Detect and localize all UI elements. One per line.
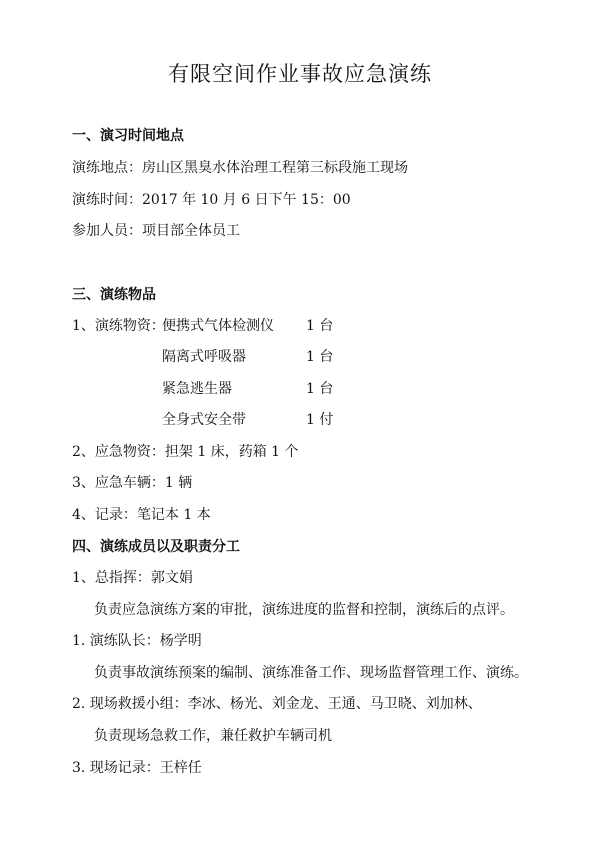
member-role: 2. 现场救援小组：李冰、杨光、刘金龙、王通、马卫晓、刘加林、 bbox=[72, 696, 482, 712]
section-heading-time-location: 一、演习时间地点 bbox=[72, 128, 184, 144]
member-role: 1、总指挥：郭文娟 bbox=[72, 570, 193, 586]
material-qty: 1 付 bbox=[306, 412, 334, 428]
member-role: 3. 现场记录：王梓任 bbox=[72, 760, 202, 776]
records: 4、记录：笔记本 1 本 bbox=[72, 507, 211, 523]
material-name: 全身式安全带 bbox=[162, 412, 246, 428]
drill-materials-label: 1、演练物资： bbox=[72, 318, 165, 334]
member-duty: 负责应急演练方案的审批，演练进度的监督和控制，演练后的点评。 bbox=[94, 602, 514, 618]
material-name: 隔离式呼吸器 bbox=[162, 349, 246, 365]
material-name: 紧急逃生器 bbox=[162, 381, 232, 397]
section-heading-members: 四、演练成员以及职责分工 bbox=[72, 539, 240, 555]
section-heading-materials: 三、演练物品 bbox=[72, 287, 156, 303]
material-qty: 1 台 bbox=[306, 349, 334, 365]
emergency-supplies: 2、应急物资：担架 1 床，药箱 1 个 bbox=[72, 444, 299, 460]
member-duty: 负责现场急救工作，兼任救护车辆司机 bbox=[94, 728, 332, 744]
drill-location: 演练地点：房山区黑臭水体治理工程第三标段施工现场 bbox=[72, 160, 408, 176]
material-name: 便携式气体检测仪 bbox=[162, 318, 274, 334]
drill-time: 演练时间：2017 年 10 月 6 日下午 15：00 bbox=[72, 192, 351, 208]
material-qty: 1 台 bbox=[306, 381, 334, 397]
member-duty: 负责事故演练预案的编制、演练准备工作、现场监督管理工作、演练。 bbox=[94, 665, 528, 681]
emergency-vehicle: 3、应急车辆：1 辆 bbox=[72, 475, 193, 491]
member-role: 1. 演练队长：杨学明 bbox=[72, 633, 202, 649]
document-title: 有限空间作业事故应急演练 bbox=[168, 62, 432, 86]
material-qty: 1 台 bbox=[306, 318, 334, 334]
participants: 参加人员：项目部全体员工 bbox=[72, 223, 240, 239]
